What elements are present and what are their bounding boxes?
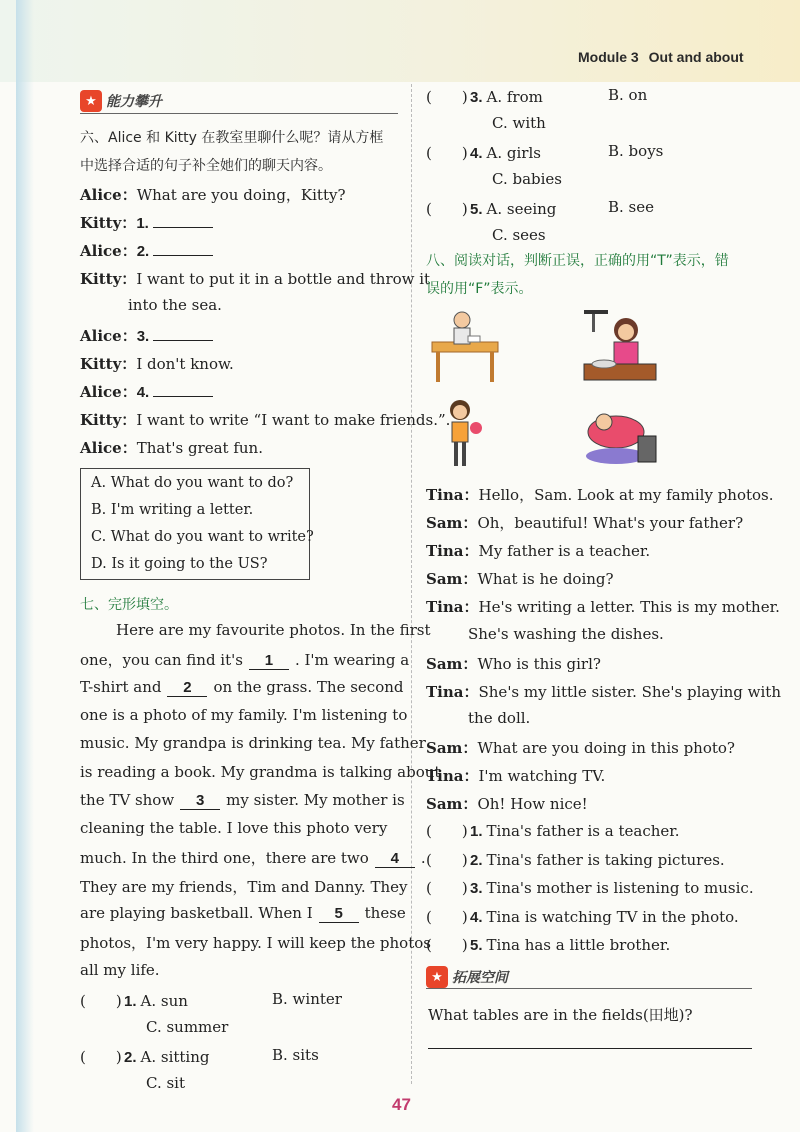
section-rule bbox=[426, 988, 752, 989]
passage-line bbox=[80, 904, 406, 923]
passage-text: one is a photo of my family. I'm listening to bbox=[80, 705, 408, 724]
speaker: Tina： bbox=[426, 486, 479, 504]
statement-number: 4. bbox=[470, 908, 483, 926]
tf-statement bbox=[426, 820, 680, 841]
sister-doll-illustration bbox=[436, 396, 496, 472]
answer-paren[interactable]: ( ) bbox=[426, 200, 468, 218]
speaker: Kitty： bbox=[80, 214, 137, 232]
dialogue-line bbox=[80, 184, 346, 205]
page-number: 47 bbox=[392, 1095, 411, 1114]
page-edge-decoration bbox=[16, 0, 34, 1132]
passage-text: . bbox=[420, 849, 426, 868]
q6-heading-2: 中选择合适的句子补全她们的聊天内容。 bbox=[80, 158, 332, 174]
choice-a[interactable]: A. from bbox=[486, 88, 543, 106]
answer-blank[interactable] bbox=[153, 340, 213, 341]
dialogue-text: Hello，Sam. Look at my family photos. bbox=[478, 486, 774, 504]
dialogue-text: into the sea. bbox=[128, 296, 222, 314]
passage-line bbox=[80, 961, 160, 979]
dialogue-text: 4. bbox=[136, 384, 150, 401]
speaker: Sam： bbox=[426, 514, 478, 533]
choice-number: 4. bbox=[470, 145, 483, 162]
cloze-blank[interactable]: 2 bbox=[167, 679, 207, 697]
module-name: Out and about bbox=[648, 49, 744, 65]
passage-text: all my life. bbox=[80, 960, 160, 979]
speaker: Sam： bbox=[426, 570, 478, 589]
dialogue-text: I want to write “I want to make friends.”. bbox=[136, 411, 451, 429]
tf-statement bbox=[426, 934, 670, 955]
speaker: Tina： bbox=[426, 767, 479, 785]
section-rule bbox=[80, 113, 398, 114]
passage-text: these bbox=[364, 904, 406, 922]
section-icon: ★ bbox=[426, 966, 448, 988]
dialogue-text: What are you doing in this photo? bbox=[477, 738, 735, 757]
dialogue-text: That's great fun. bbox=[136, 439, 263, 457]
choice-c[interactable]: C. with bbox=[492, 114, 546, 132]
choice-row bbox=[80, 1046, 319, 1067]
dialogue-text: He's writing a letter. This is my mother. bbox=[478, 598, 780, 617]
answer-blank[interactable] bbox=[153, 396, 213, 397]
answer-line[interactable] bbox=[428, 1048, 752, 1049]
choice-b[interactable]: B. see bbox=[608, 198, 655, 216]
choice-number: 5. bbox=[470, 201, 483, 218]
dialogue-line bbox=[426, 709, 530, 727]
option-c: C. What do you want to write? bbox=[91, 529, 314, 545]
statement-text: Tina has a little brother. bbox=[486, 936, 671, 954]
speaker: Alice： bbox=[80, 383, 137, 401]
dialogue-text: I'm watching TV. bbox=[478, 767, 606, 785]
passage-line bbox=[80, 932, 431, 953]
answer-paren[interactable]: ( ) bbox=[426, 907, 468, 926]
passage-line bbox=[80, 734, 426, 752]
dialogue-line bbox=[426, 625, 664, 643]
dialogue-line bbox=[426, 540, 650, 561]
dialogue-line bbox=[426, 737, 735, 758]
speaker: Sam： bbox=[426, 654, 478, 673]
cloze-blank[interactable]: 5 bbox=[319, 905, 359, 923]
statement-text: Tina's father is taking pictures. bbox=[486, 850, 725, 869]
section-ability bbox=[80, 90, 162, 112]
answer-paren[interactable]: ( ) bbox=[426, 822, 468, 840]
speaker: Tina： bbox=[426, 598, 479, 617]
q6-heading-1: 六、Alice 和 Kitty 在教室里聊什么呢？请从方框 bbox=[80, 130, 384, 146]
cloze-blank[interactable]: 3 bbox=[180, 792, 220, 810]
dialogue-line bbox=[80, 212, 213, 233]
q8-heading-2: 误的用“F”表示。 bbox=[426, 281, 533, 297]
choice-row bbox=[426, 198, 655, 219]
answer-paren[interactable]: ( ) bbox=[426, 88, 468, 106]
choice-c[interactable]: C. sees bbox=[492, 226, 546, 244]
choice-b[interactable]: B. on bbox=[608, 86, 648, 104]
dialogue-line bbox=[426, 596, 780, 617]
dialogue-text: What are you doing，Kitty? bbox=[136, 186, 346, 204]
choice-c[interactable]: C. summer bbox=[146, 1018, 229, 1036]
speaker: Alice： bbox=[80, 242, 137, 260]
answer-blank[interactable] bbox=[153, 227, 213, 228]
passage-line bbox=[80, 678, 404, 697]
cloze-blank[interactable]: 1 bbox=[249, 652, 289, 670]
dialogue-text: the doll. bbox=[468, 708, 531, 727]
tf-statement bbox=[426, 849, 725, 870]
dialogue-text: 2. bbox=[136, 243, 150, 260]
passage-text: much. In the third one，there are two bbox=[80, 849, 369, 868]
passage-text: cleaning the table. I love this photo very bbox=[80, 819, 388, 838]
speaker: Sam： bbox=[426, 738, 478, 757]
dialogue-text: My father is a teacher. bbox=[478, 542, 651, 561]
section-badge: 能力攀升 bbox=[106, 94, 162, 110]
choice-a[interactable]: A. sitting bbox=[140, 1048, 210, 1066]
answer-paren[interactable]: ( ) bbox=[80, 992, 122, 1010]
passage-line bbox=[80, 819, 387, 837]
answer-paren[interactable]: ( ) bbox=[426, 879, 468, 897]
dialogue-line bbox=[80, 353, 234, 374]
dialogue-line bbox=[80, 437, 263, 458]
choice-b[interactable]: B. boys bbox=[608, 142, 664, 160]
dialogue-line bbox=[80, 296, 222, 314]
dialogue-text: She's washing the dishes. bbox=[468, 624, 664, 643]
statement-text: Tina is watching TV in the photo. bbox=[486, 907, 739, 926]
choice-number: 3. bbox=[470, 89, 483, 106]
dialogue-text: Who is this girl? bbox=[477, 654, 601, 673]
statement-text: Tina's mother is listening to music. bbox=[486, 879, 754, 897]
statement-text: Tina's father is a teacher. bbox=[486, 822, 680, 840]
dialogue-text: 3. bbox=[136, 328, 150, 345]
passage-text: one，you can find it's bbox=[80, 651, 243, 670]
passage-line bbox=[80, 791, 405, 810]
choice-a[interactable]: A. girls bbox=[486, 144, 541, 162]
speaker: Kitty： bbox=[80, 355, 137, 373]
passage-text: is reading a book. My grandma is talking about bbox=[80, 762, 441, 781]
choice-row bbox=[426, 86, 648, 107]
choice-row bbox=[426, 142, 664, 163]
answer-paren[interactable]: ( ) bbox=[80, 1048, 122, 1066]
speaker: Tina： bbox=[426, 542, 479, 561]
module-title bbox=[578, 49, 744, 65]
dialogue-line bbox=[426, 512, 743, 533]
q8-heading-1: 八、阅读对话，判断正误，正确的用“T”表示，错 bbox=[426, 253, 729, 269]
q6-option-box bbox=[80, 468, 314, 580]
choice-row bbox=[80, 990, 342, 1011]
mother-washing-illustration bbox=[582, 306, 658, 386]
answer-paren[interactable]: ( ) bbox=[426, 936, 468, 954]
dialogue-text: I don't know. bbox=[136, 355, 234, 373]
passage-line bbox=[80, 763, 440, 781]
dialogue-text: 1. bbox=[136, 215, 149, 232]
extension-question: What tables are in the fields(田地)? bbox=[428, 1006, 693, 1024]
dialogue-text: Oh，beautiful! What's your father? bbox=[477, 514, 744, 533]
tf-statement bbox=[426, 877, 754, 898]
passage-text: photos，I'm very happy. I will keep the photos bbox=[80, 934, 431, 953]
speaker: Tina： bbox=[426, 682, 479, 701]
speaker: Sam： bbox=[426, 795, 478, 814]
passage-text: They are my friends，Tim and Danny. They bbox=[80, 877, 408, 896]
speaker: Alice： bbox=[80, 439, 137, 457]
watching-tv-illustration bbox=[582, 396, 660, 472]
dialogue-line bbox=[426, 653, 601, 674]
passage-line bbox=[80, 847, 426, 868]
dialogue-line bbox=[80, 409, 450, 430]
dialogue-line bbox=[80, 268, 430, 289]
section-extension bbox=[426, 966, 508, 988]
passage-line bbox=[80, 649, 409, 670]
dialogue-line bbox=[80, 240, 213, 261]
dialogue-text: Oh! How nice! bbox=[477, 795, 588, 814]
option-d: D. Is it going to the US? bbox=[91, 556, 268, 572]
choice-c[interactable]: C. sit bbox=[146, 1074, 186, 1092]
passage-text: on the grass. The second bbox=[213, 677, 404, 696]
option-b: B. I'm writing a letter. bbox=[91, 502, 254, 518]
passage-text: the TV show bbox=[80, 790, 175, 809]
passage-line bbox=[116, 621, 430, 639]
tf-statement bbox=[426, 906, 739, 927]
cloze-blank[interactable]: 4 bbox=[375, 850, 415, 868]
answer-blank[interactable] bbox=[153, 255, 213, 256]
dialogue-line bbox=[426, 681, 781, 702]
speaker: Alice： bbox=[80, 186, 137, 204]
father-writing-illustration bbox=[428, 306, 504, 386]
statement-number: 3. bbox=[470, 880, 483, 897]
dialogue-line bbox=[426, 568, 614, 589]
passage-line bbox=[80, 706, 407, 724]
section-icon: ★ bbox=[80, 90, 102, 112]
passage-text: music. My grandpa is drinking tea. My father bbox=[80, 734, 426, 753]
dialogue-line bbox=[80, 381, 213, 402]
passage-text: T-shirt and bbox=[80, 677, 162, 696]
dialogue-line bbox=[426, 484, 774, 505]
choice-a[interactable]: A. sun bbox=[140, 992, 188, 1010]
dialogue-line bbox=[80, 325, 213, 346]
choice-b[interactable]: B. sits bbox=[272, 1046, 319, 1064]
passage-text: are playing basketball. When I bbox=[80, 904, 313, 922]
dialogue-text: I want to put it in a bottle and throw it bbox=[136, 270, 431, 288]
q7-heading: 七、完形填空。 bbox=[80, 597, 178, 613]
choice-number: 1. bbox=[124, 993, 137, 1010]
choice-b[interactable]: B. winter bbox=[272, 990, 342, 1008]
statement-number: 5. bbox=[470, 937, 483, 954]
speaker: Kitty： bbox=[80, 270, 137, 288]
page-header bbox=[0, 0, 800, 82]
passage-text: my sister. My mother is bbox=[226, 790, 405, 809]
choice-number: 2. bbox=[124, 1049, 137, 1066]
dialogue-line bbox=[426, 793, 588, 814]
dialogue-text: What is he doing? bbox=[477, 570, 614, 589]
speaker: Alice： bbox=[80, 327, 137, 345]
statement-number: 1. bbox=[470, 823, 483, 840]
passage-line bbox=[80, 876, 407, 897]
dialogue-line bbox=[426, 765, 605, 786]
passage-text: Here are my favourite photos. In the first bbox=[116, 621, 431, 639]
passage-text: . I'm wearing a bbox=[294, 651, 410, 670]
choice-a[interactable]: A. seeing bbox=[486, 200, 557, 218]
dialogue-text: She's my little sister. She's playing with bbox=[478, 682, 781, 701]
answer-paren[interactable]: ( ) bbox=[426, 850, 468, 869]
answer-paren[interactable]: ( ) bbox=[426, 144, 468, 162]
statement-number: 2. bbox=[470, 851, 483, 869]
extension-badge: 拓展空间 bbox=[452, 970, 508, 986]
speaker: Kitty： bbox=[80, 411, 137, 429]
module-number: Module 3 bbox=[578, 49, 639, 65]
choice-c[interactable]: C. babies bbox=[492, 170, 562, 188]
option-a: A. What do you want to do? bbox=[91, 475, 294, 491]
